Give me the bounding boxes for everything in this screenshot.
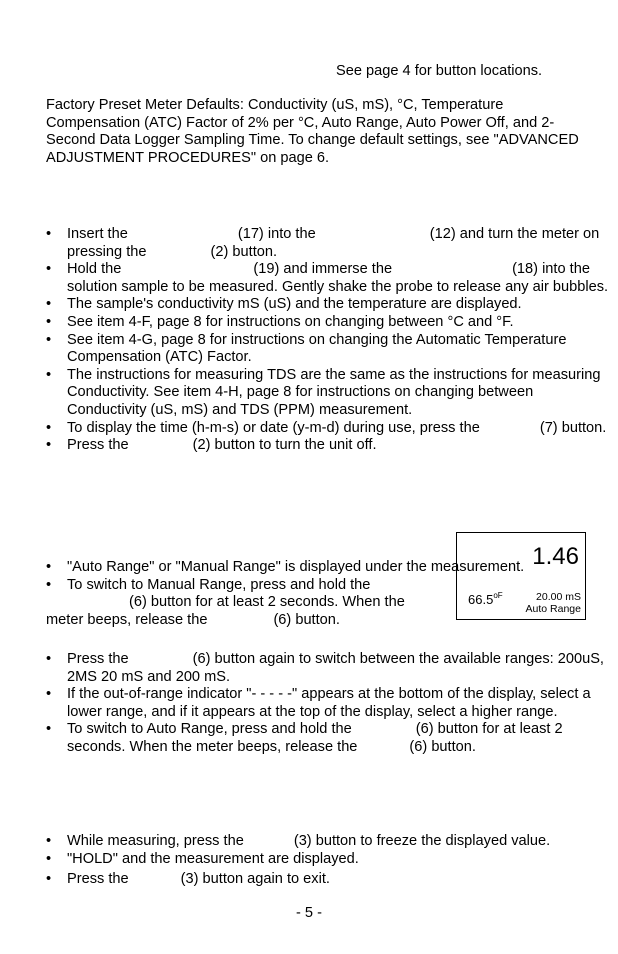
display-range: 20.00 mS Auto Range bbox=[525, 591, 581, 615]
measuring-instructions bbox=[67, 226, 612, 455]
list-item: • See item 4-F, page 8 for instructions on changing between °C and °F. bbox=[67, 314, 612, 332]
list-item: • "HOLD" and the measurement are displayed. bbox=[67, 851, 612, 869]
list-item: • Press the (3) button again to exit. bbox=[67, 871, 612, 889]
list-item: • If the out-of-range indicator "- - - - -" appears at the bottom of the display, select a lower range, and if it appears at the top of the display, select a higher range. bbox=[67, 686, 612, 721]
display-reading: 1.46 bbox=[532, 543, 579, 570]
list-item: • Insert the (17) into the (12) and turn the meter on pressing the (2) button. bbox=[67, 226, 612, 261]
list-item: • Press the (6) button again to switch between the available ranges: 200uS, 2MS 20 mS and 200 mS. bbox=[67, 651, 612, 686]
factory-defaults-paragraph: Factory Preset Meter Defaults: Conductivity (uS, mS), °C, Temperature Compensation (ATC) Factor of 2% per °C, Auto Range, Auto Power Off, and 2-Second Data Logger Sampling Time. To change default settings, see "ADVANCED ADJUSTMENT PROCEDURES" on page 6. bbox=[46, 97, 579, 166]
list-item: • To switch to Auto Range, press and hold the (6) button for at least 2 seconds. When the meter beeps, release the (6) button. bbox=[67, 721, 612, 756]
list-item: • "Auto Range" or "Manual Range" is displayed under the measurement. bbox=[67, 559, 612, 577]
list-item: • While measuring, press the (3) button to freeze the displayed value. bbox=[67, 833, 612, 851]
button-locations-note: See page 4 for button locations. bbox=[336, 63, 543, 79]
list-item: • To display the time (h-m-s) or date (y-m-d) during use, press the (7) button. bbox=[67, 420, 612, 438]
list-item: • Press the (2) button to turn the unit off. bbox=[67, 437, 612, 455]
list-item: • The instructions for measuring TDS are the same as the instructions for measuring Conductivity. See item 4-H, page 8 for instructions on changing between Conductivity (uS, mS) and TDS (PPM) measurement. bbox=[67, 367, 612, 420]
list-item: • The sample's conductivity mS (uS) and the temperature are displayed. bbox=[67, 296, 612, 314]
display-temperature: $66.5^{oF}$ bbox=[468, 591, 503, 607]
page-number: - 5 - bbox=[296, 905, 322, 921]
list-item: • Hold the (19) and immerse the (18) into the solution sample to be measured. Gently shake the probe to release any air bubbles. bbox=[67, 261, 612, 296]
hold-instructions bbox=[67, 833, 612, 889]
list-item: • See item 4-G, page 8 for instructions on changing the Automatic Temperature Compensation (ATC) Factor. bbox=[67, 332, 612, 367]
range-instructions-continued bbox=[67, 651, 612, 757]
meter-display bbox=[456, 532, 586, 620]
list-item: • To switch to Manual Range, press and hold the (6) button for at least 2 seconds. When the meter beeps, release the (6) button. bbox=[67, 577, 612, 630]
